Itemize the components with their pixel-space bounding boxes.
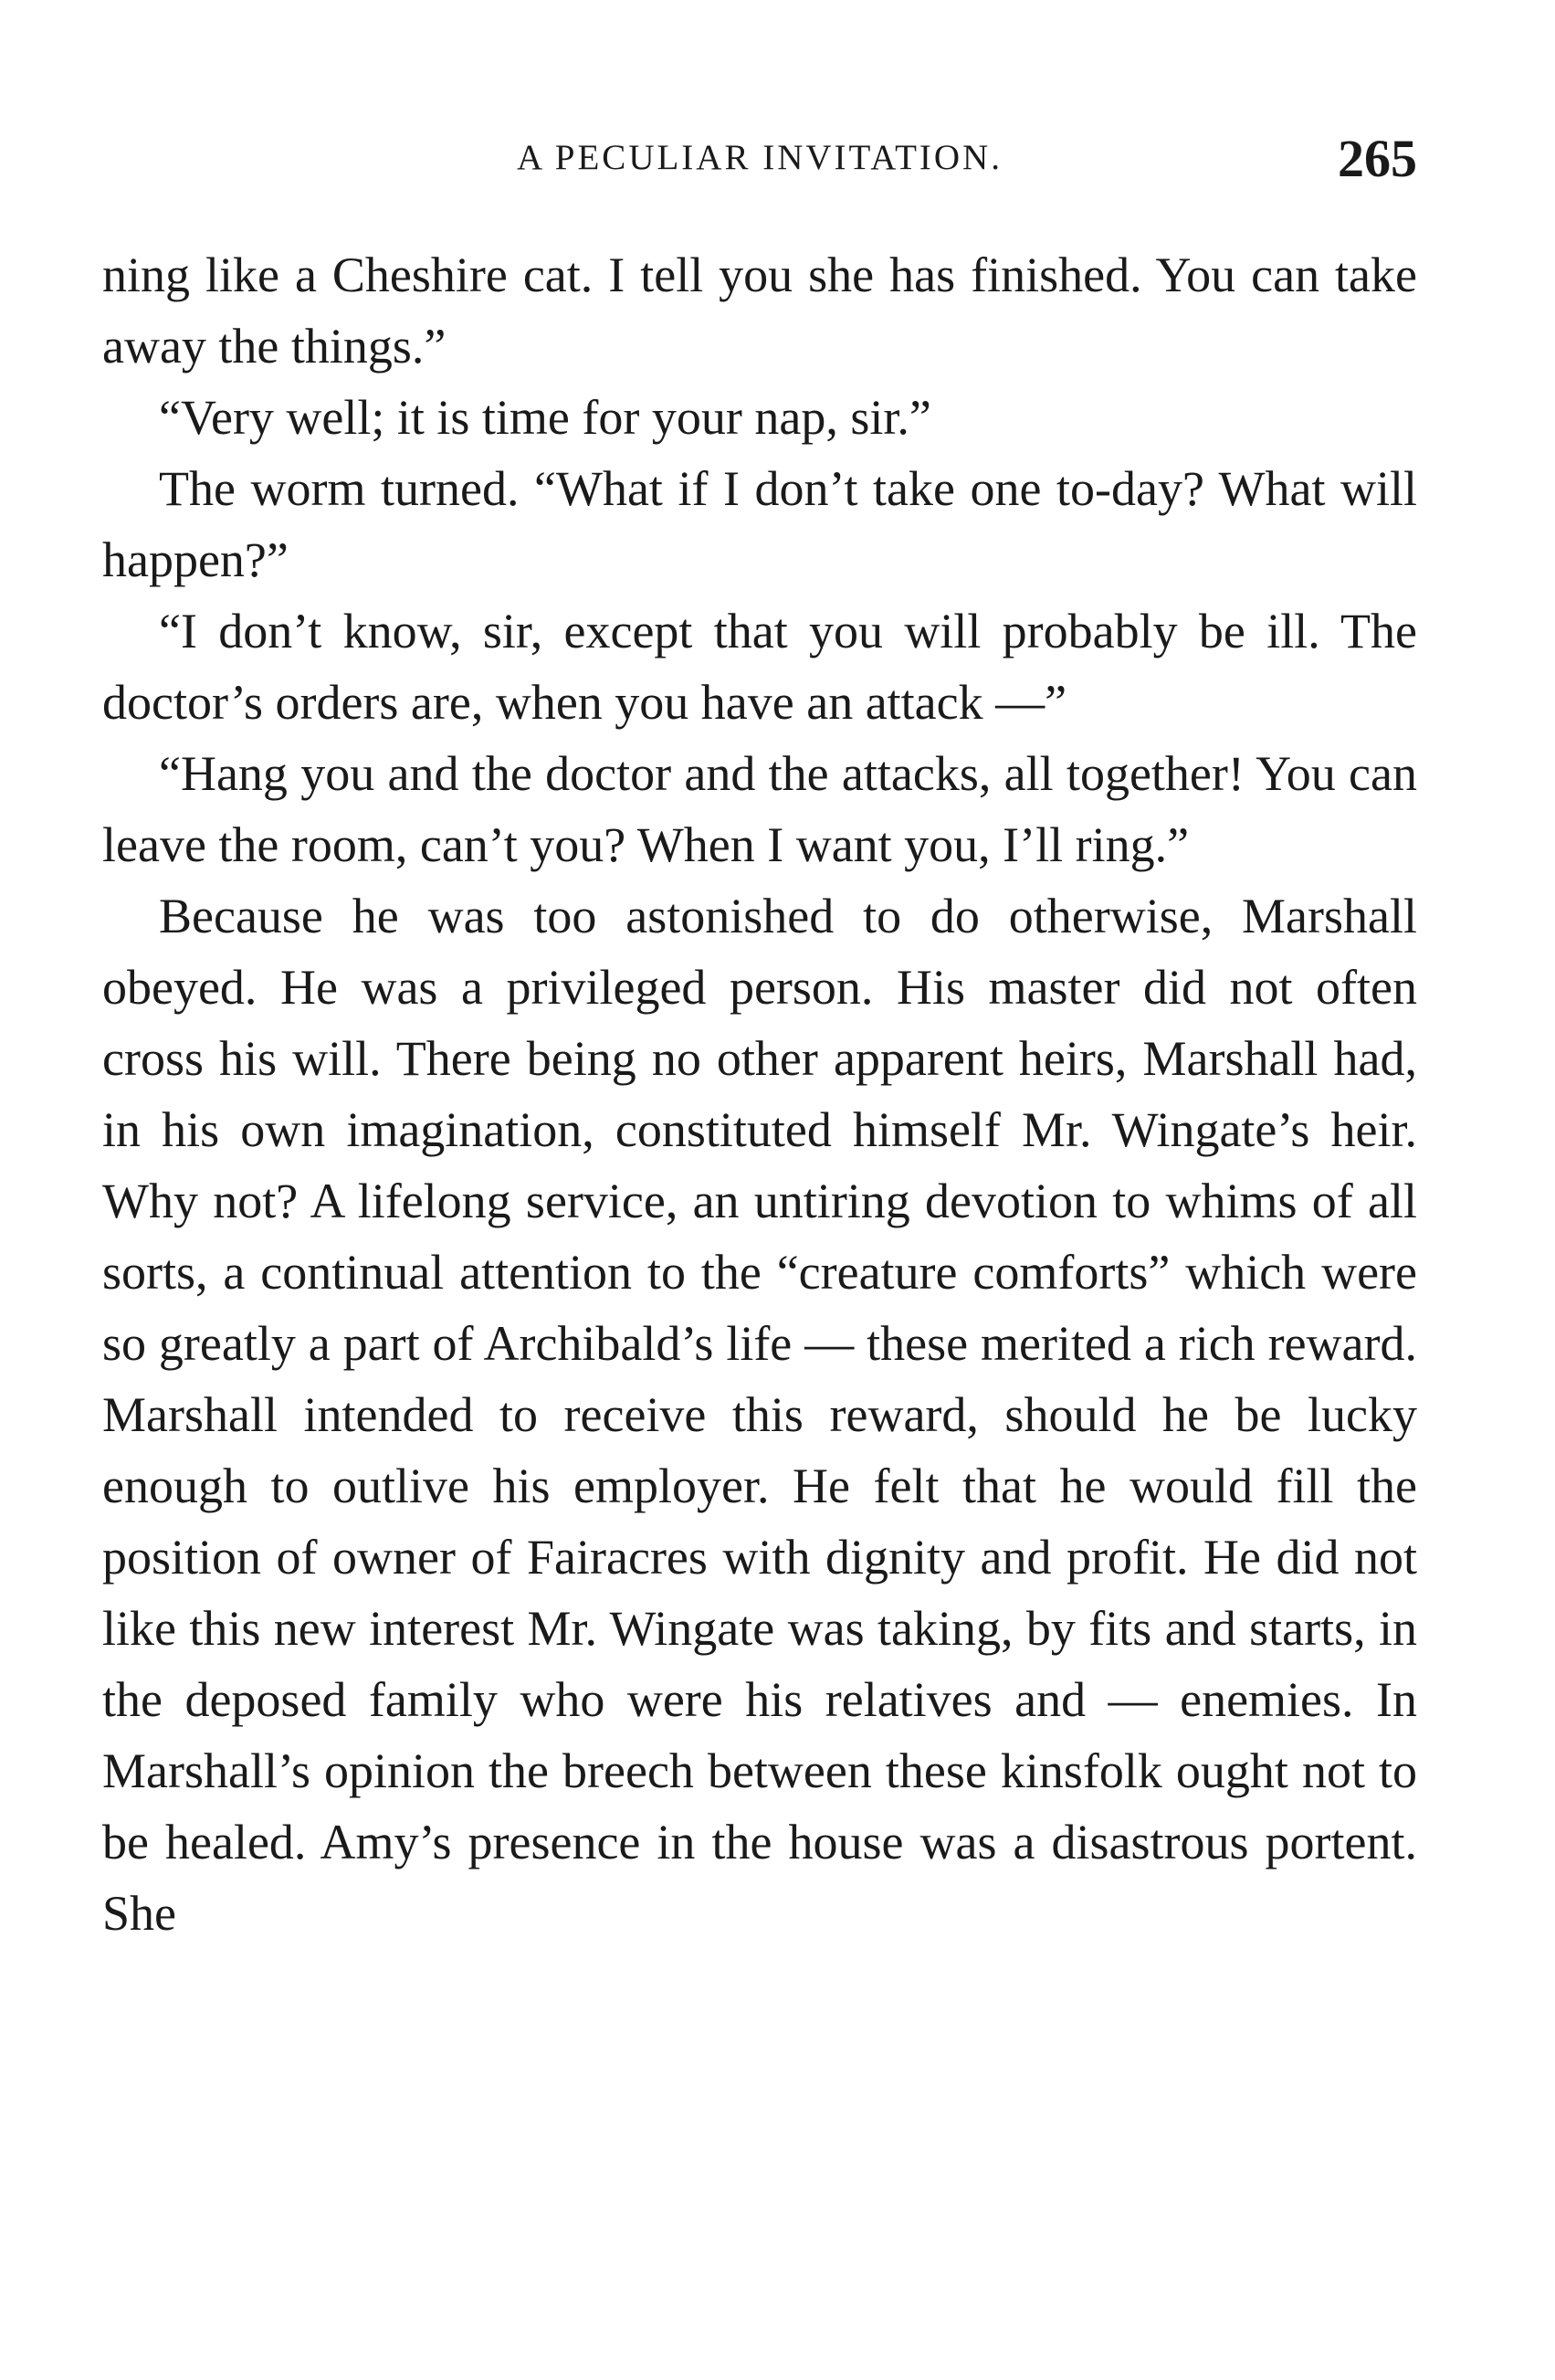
paragraph-continuation: ning like a Cheshire cat. I tell you she has finished. You can take away the things.”	[102, 247, 1417, 374]
paragraph: Because he was too astonished to do otherwise, Marshall obeyed. He was a privileged person. His master did not often cross his will. There being no other apparent heirs, Marshall had, in his own imagination, constituted himself Mr. Wingate’s heir. Why not? A lifelong service, an untiring devotion to whims of all sorts, a continual attention to the “creature comforts” which were so greatly a part of Archibald’s life — these merited a rich reward. Marshall intended to receive this reward, should he be lucky enough to outlive his employer. He felt that he would fill the position of owner of Fairacres with dignity and profit. He did not like this new interest Mr. Wingate was taking, by fits and starts, in the deposed family who were his relatives and — enemies. In Marshall’s opinion the breech between these kinsfolk ought not to be healed. Amy’s presence in the house was a disastrous portent. She	[102, 889, 1417, 1941]
paragraph: “Hang you and the doctor and the attacks, all together! You can leave the room, can’t you? When I want you, I’ll ring.”	[102, 746, 1417, 872]
paragraph: The worm turned. “What if I don’t take one to-day? What will happen?”	[102, 461, 1417, 587]
running-title: A PECULIAR INVITATION.	[517, 138, 1003, 177]
page-header	[102, 128, 1417, 201]
paragraph: “I don’t know, sir, except that you will probably be ill. The doctor’s orders are, when you have an attack —”	[102, 604, 1417, 730]
paragraph: “Very well; it is time for your nap, sir.”	[159, 390, 931, 445]
body-text	[102, 239, 1417, 1949]
page-number: 265	[1338, 129, 1417, 188]
